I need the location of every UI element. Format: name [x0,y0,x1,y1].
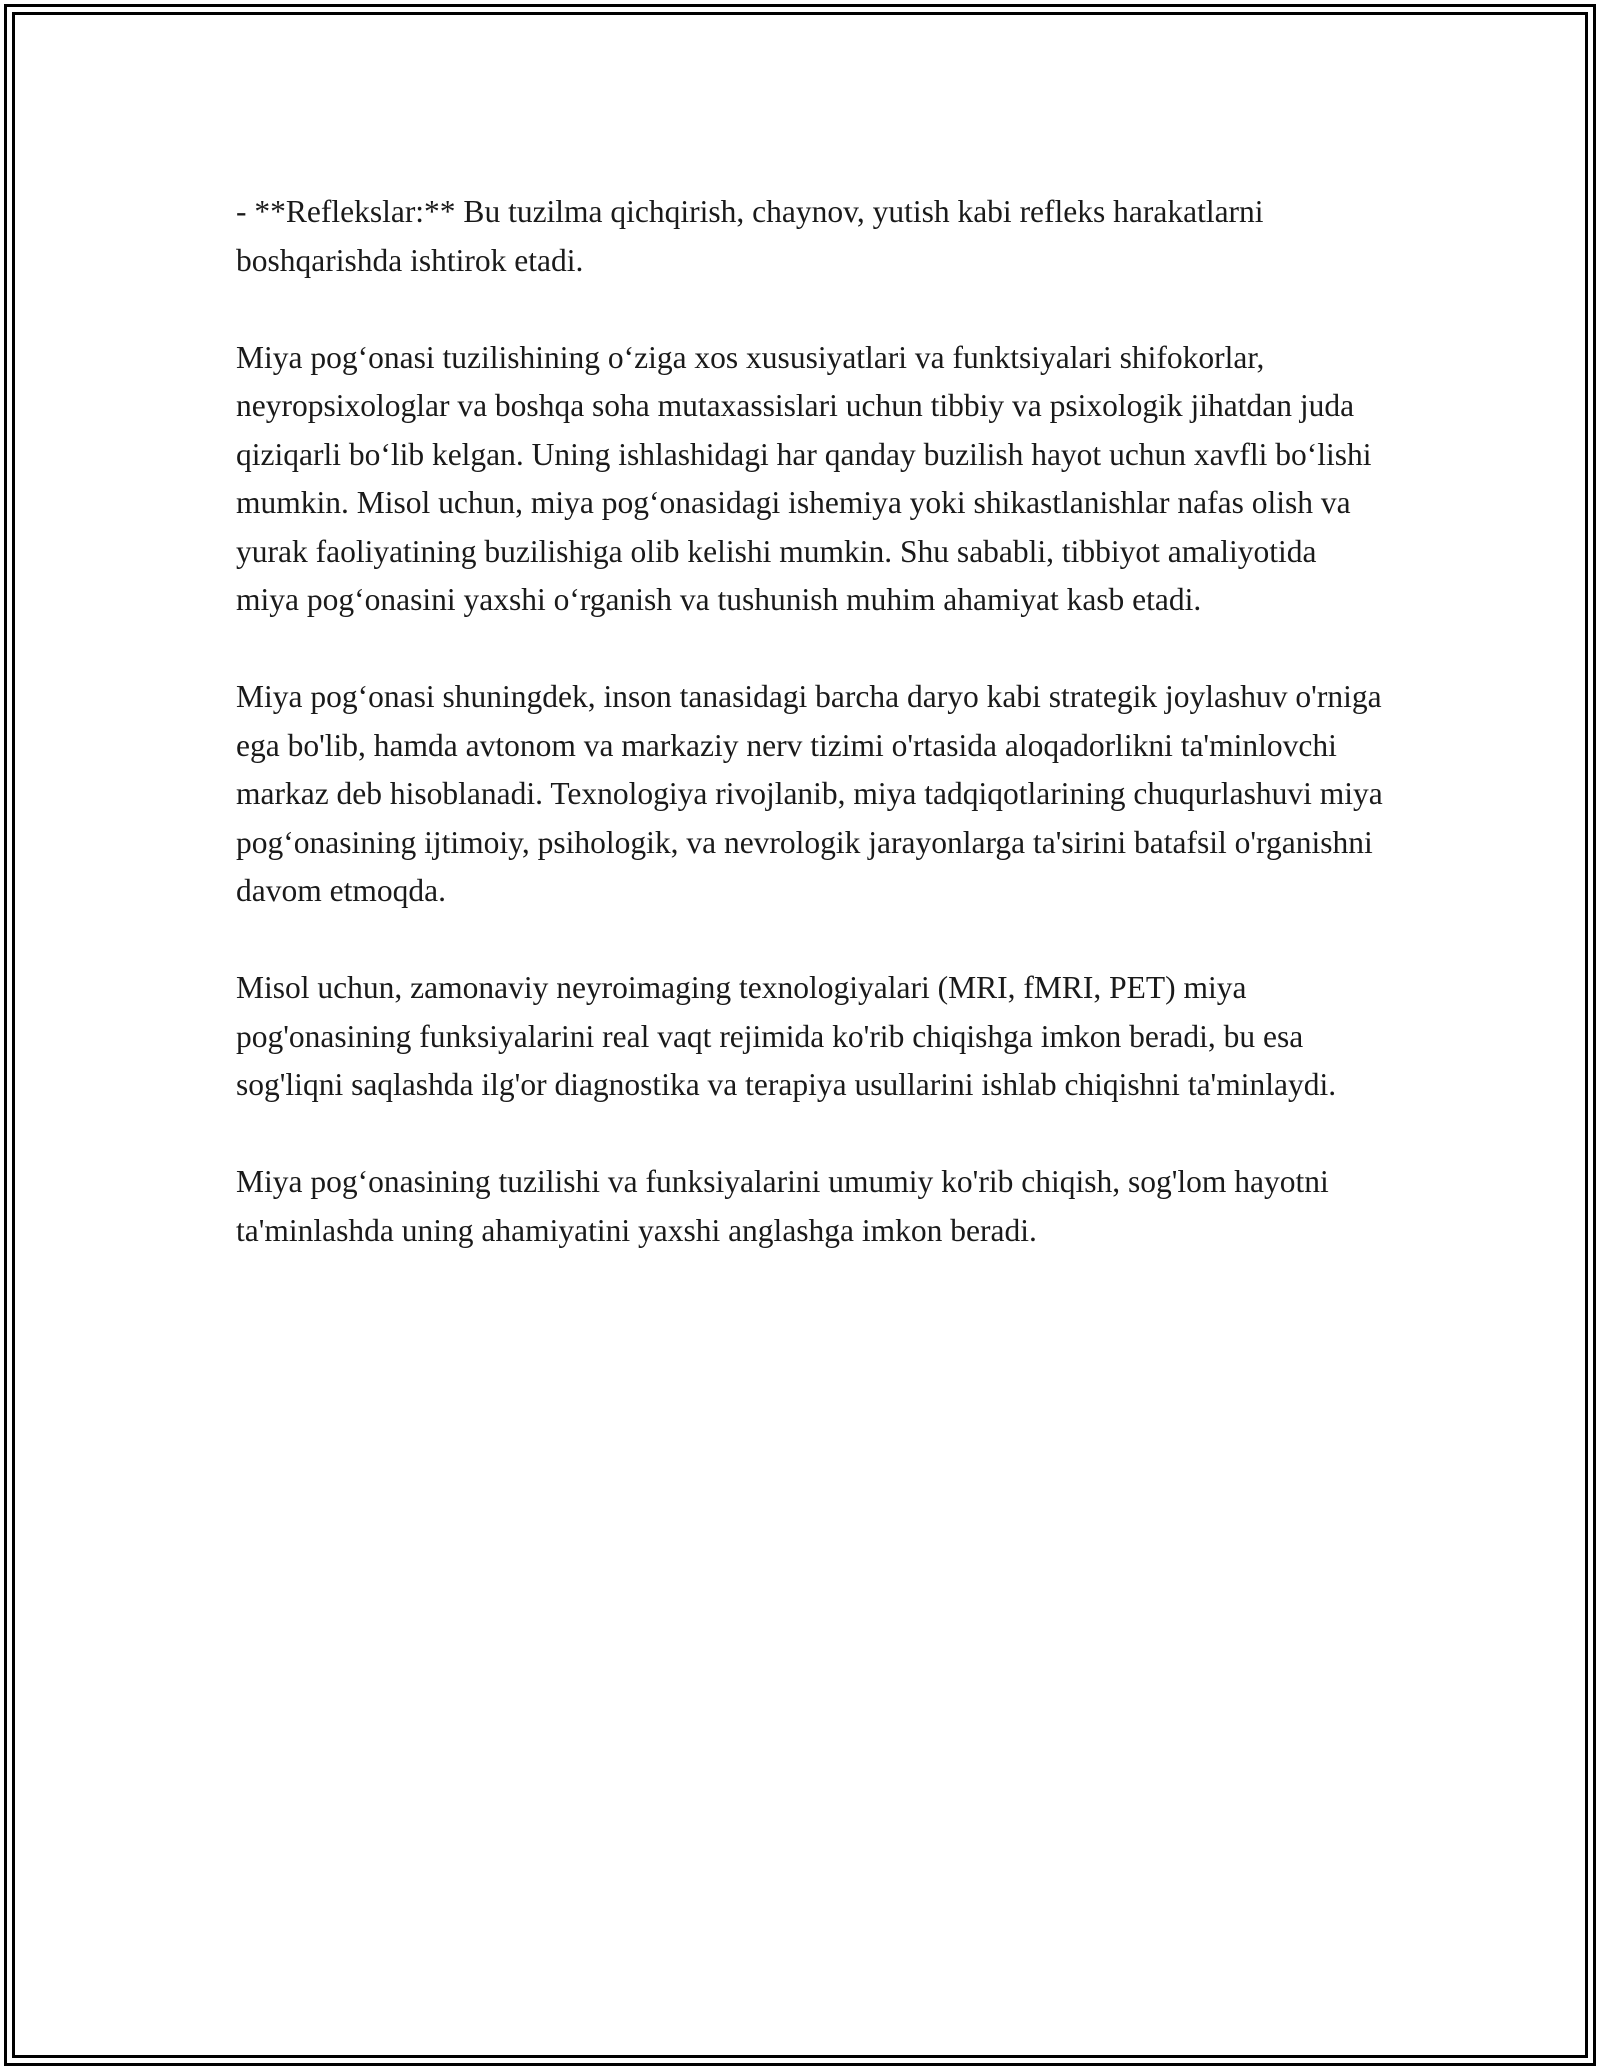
paragraph-reflexes: - **Reflekslar:** Bu tuzilma qichqirish, chaynov, yutish kabi refleks harakatlarni boshqarishda ishtirok etadi. [236,194,1264,278]
paragraph-brainstem-location: Miya pog‘onasi shuningdek, inson tanasidagi barcha daryo kabi strategik joylashuv o'rniga ega bo'lib, hamda avtonom va markaziy nerv tizimi o'rtasida aloqadorlikni ta'minlovchi markaz deb hisoblanadi. Texnologiya rivojlanib, miya tadqiqotlarining chuqurlashuvi miya pog‘onasining ijtimoiy, psihologik, va nevrologik jarayonlarga ta'sirini batafsil o'rganishni davom etmoqda. [236,679,1383,908]
paragraph-conclusion: Miya pog‘onasining tuzilishi va funksiyalarini umumiy ko'rib chiqish, sog'lom hayotni ta'minlashda uning ahamiyatini yaxshi anglashga imkon beradi. [236,1164,1329,1248]
paragraph-brainstem-features: Miya pog‘onasi tuzilishining o‘ziga xos xususiyatlari va funktsiyalari shifokorlar, neyropsixologlar va boshqa soha mutaxassislari uchun tibbiy va psixologik jihatdan juda qiziqarli bo‘lib kelgan. Uning ishlashidagi har qanday buzilish hayot uchun xavfli bo‘lishi mumkin. Misol uchun, miya pog‘onasidagi ishemiya yoki shikastlanishlar nafas olish va yurak faoliyatining buzilishiga olib kelishi mumkin. Shu sababli, tibbiyot amaliyotida miya pog‘onasini yaxshi o‘rganish va tushunish muhim ahamiyat kasb etadi. [236,339,1372,617]
document-body [236,188,1386,1304]
paragraph-neuroimaging: Misol uchun, zamonaviy neyroimaging texnologiyalari (MRI, fMRI, PET) miya pog'onasining funksiyalarini real vaqt rejimida ko'rib chiqishga imkon beradi, bu esa sog'liqni saqlashda ilg'or diagnostika va terapiya usullarini ishlab chiqishni ta'minlaydi. [236,970,1337,1102]
